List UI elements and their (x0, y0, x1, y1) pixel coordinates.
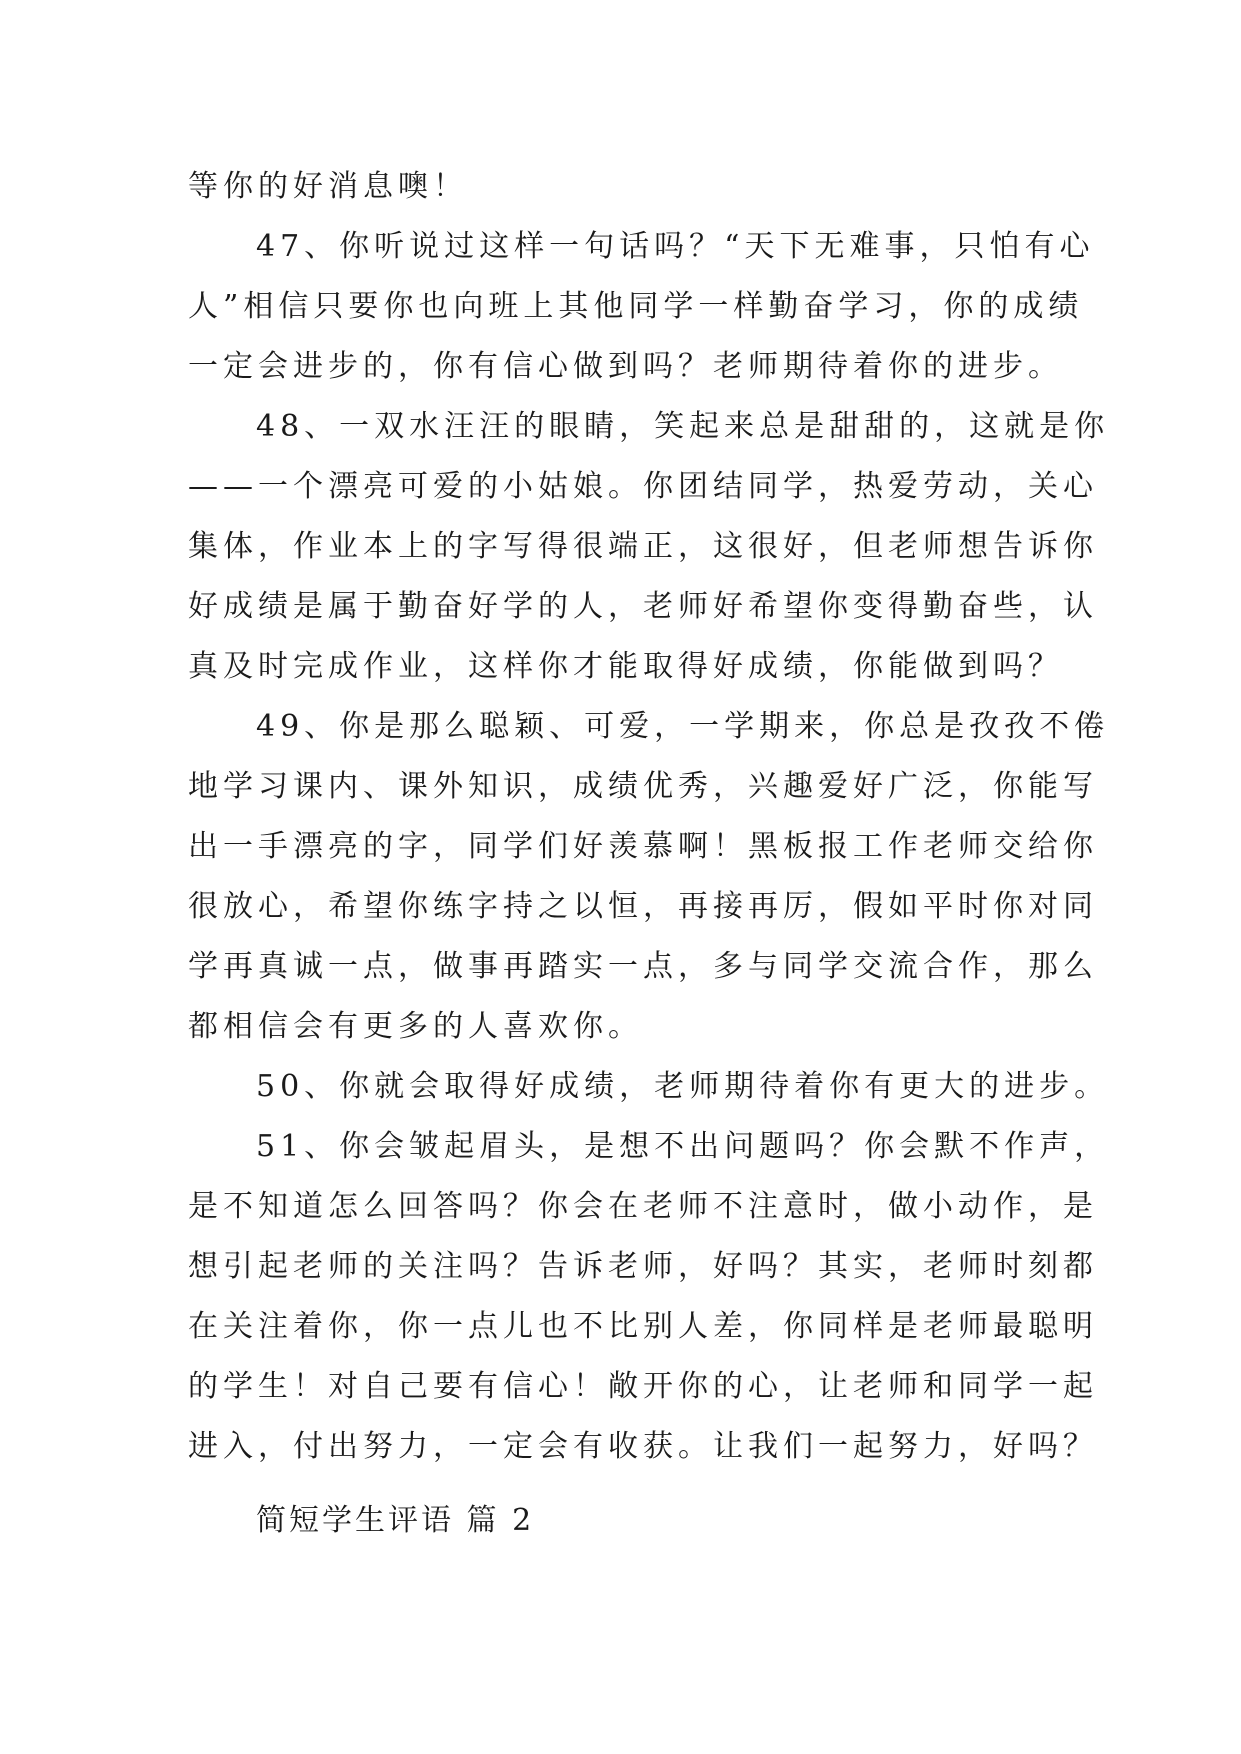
text-line: 是不知道怎么回答吗？你会在老师不注意时，做小动作，是 (188, 1189, 1098, 1224)
text-line: ——一个漂亮可爱的小姑娘。你团结同学，热爱劳动，关心 (188, 469, 1098, 504)
section-heading: 简短学生评语 篇 2 (256, 1503, 535, 1538)
text-line: 都相信会有更多的人喜欢你。 (188, 1009, 643, 1044)
text-line: 人”相信只要你也向班上其他同学一样勤奋学习，你的成绩 (188, 289, 1084, 324)
text-line: 好成绩是属于勤奋好学的人，老师好希望你变得勤奋些，认 (188, 589, 1098, 624)
text-line: 出一手漂亮的字，同学们好羡慕啊！黑板报工作老师交给你 (188, 829, 1098, 864)
body-text (188, 157, 1110, 1477)
paragraph-50-line: 50、你就会取得好成绩，老师期待着你有更大的进步。 (256, 1069, 1110, 1104)
text-line: 等你的好消息噢！ (188, 169, 468, 204)
text-line: 很放心，希望你练字持之以恒，再接再厉，假如平时你对同 (188, 889, 1098, 924)
text-line: 一定会进步的，你有信心做到吗？老师期待着你的进步。 (188, 349, 1063, 384)
text-line: 进入，付出努力，一定会有收获。让我们一起努力，好吗？ (188, 1429, 1098, 1464)
paragraph-47-line: 47、你听说过这样一句话吗？“天下无难事，只怕有心 (256, 229, 1095, 264)
text-line: 学再真诚一点，做事再踏实一点，多与同学交流合作，那么 (188, 949, 1098, 984)
text-line: 想引起老师的关注吗？告诉老师，好吗？其实，老师时刻都 (188, 1249, 1098, 1284)
text-line: 的学生！对自己要有信心！敞开你的心，让老师和同学一起 (188, 1369, 1098, 1404)
text-line: 集体，作业本上的字写得很端正，这很好，但老师想告诉你 (188, 529, 1098, 564)
text-line: 在关注着你，你一点儿也不比别人差，你同样是老师最聪明 (188, 1309, 1098, 1344)
paragraph-49-line: 49、你是那么聪颖、可爱，一学期来，你总是孜孜不倦 (256, 709, 1110, 744)
paragraph-48-line: 48、一双水汪汪的眼睛，笑起来总是甜甜的，这就是你 (256, 409, 1110, 444)
text-line: 地学习课内、课外知识，成绩优秀，兴趣爱好广泛，你能写 (188, 769, 1098, 804)
text-line: 真及时完成作业，这样你才能取得好成绩，你能做到吗？ (188, 649, 1063, 684)
paragraph-51-line: 51、你会皱起眉头，是想不出问题吗？你会默不作声， (256, 1129, 1110, 1164)
